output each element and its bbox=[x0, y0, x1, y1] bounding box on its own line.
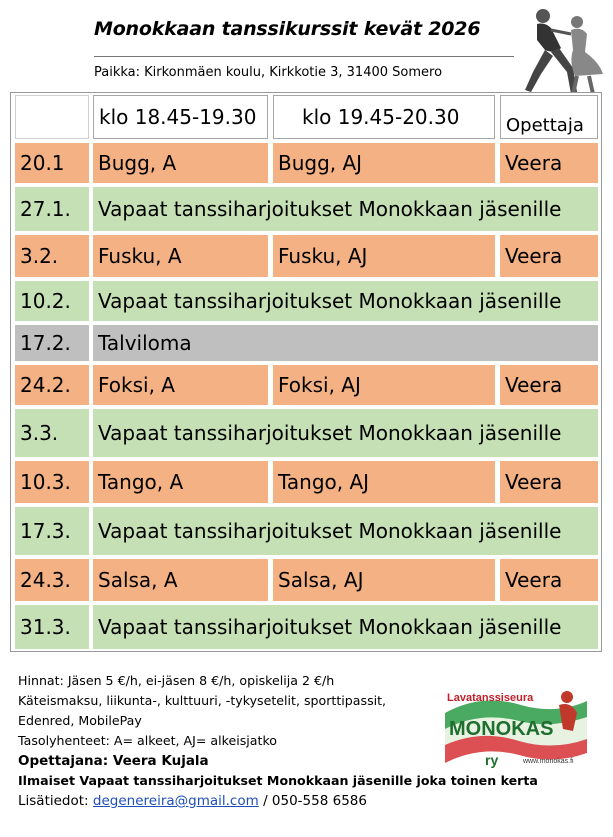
row-date: 24.2. bbox=[15, 365, 89, 405]
row-teacher: Veera bbox=[500, 235, 598, 277]
row-date: 10.2. bbox=[15, 281, 89, 321]
row-date: 24.3. bbox=[15, 559, 89, 601]
row-course-aj: Foksi, AJ bbox=[273, 365, 495, 405]
header-date-cell bbox=[15, 95, 89, 139]
row-teacher: Veera bbox=[500, 461, 598, 503]
row-course-aj: Salsa, AJ bbox=[273, 559, 495, 601]
row-date: 10.3. bbox=[15, 461, 89, 503]
row-course-a: Fusku, A bbox=[93, 235, 268, 277]
phone-number: / 050-558 6586 bbox=[263, 793, 367, 809]
row-course-a: Bugg, A bbox=[93, 143, 268, 183]
header-col-aj: klo 19.45-20.30 bbox=[273, 95, 495, 139]
logo-name: MONOKAS bbox=[449, 718, 554, 740]
free-practice-note: Ilmaiset Vapaat tanssiharjoitukset Monokkaan jäsenille joka toinen kerta bbox=[18, 773, 538, 788]
email-link[interactable]: degenereira@gmail.com bbox=[92, 793, 259, 809]
table-row bbox=[11, 603, 601, 651]
row-note: Vapaat tanssiharjoitukset Monokkaan jäsenille bbox=[93, 187, 598, 231]
row-teacher: Veera bbox=[500, 559, 598, 601]
row-note: Vapaat tanssiharjoitukset Monokkaan jäsenille bbox=[93, 605, 598, 649]
level-abbreviations: Tasolyhenteet: A= alkeet, AJ= alkeisjatko bbox=[18, 733, 278, 748]
row-date: 3.3. bbox=[15, 409, 89, 457]
row-date: 20.1 bbox=[15, 143, 89, 183]
row-date: 31.3. bbox=[15, 605, 89, 649]
header-col-a: klo 18.45-19.30 bbox=[93, 95, 268, 139]
payment-methods-line-1: Käteismaksu, liikunta-, kulttuuri, -tykysetelit, sporttipassit, bbox=[18, 693, 387, 708]
table-row bbox=[11, 459, 601, 505]
row-course-a: Foksi, A bbox=[93, 365, 268, 405]
table-row bbox=[11, 505, 601, 557]
table-header-row bbox=[11, 93, 601, 141]
row-date: 3.2. bbox=[15, 235, 89, 277]
row-course-aj: Fusku, AJ bbox=[273, 235, 495, 277]
logo-suffix: ry bbox=[485, 752, 499, 768]
contact-line bbox=[18, 791, 538, 811]
row-note: Vapaat tanssiharjoitukset Monokkaan jäsenille bbox=[93, 507, 598, 555]
row-course-aj: Bugg, AJ bbox=[273, 143, 495, 183]
row-course-a: Tango, A bbox=[93, 461, 268, 503]
table-row bbox=[11, 407, 601, 459]
table-row bbox=[11, 323, 601, 363]
logo-top-text: Lavatanssiseura bbox=[447, 692, 534, 704]
table-row bbox=[11, 557, 601, 603]
location-text: Paikka: Kirkonmäen koulu, Kirkkotie 3, 31400 Somero bbox=[94, 65, 443, 80]
prices-text: Hinnat: Jäsen 5 €/h, ei-jäsen 8 €/h, opiskelija 2 €/h bbox=[18, 673, 335, 688]
row-note: Vapaat tanssiharjoitukset Monokkaan jäsenille bbox=[93, 281, 598, 321]
row-date: 17.2. bbox=[15, 325, 89, 361]
row-note: Talviloma bbox=[93, 325, 598, 361]
row-date: 17.3. bbox=[15, 507, 89, 555]
row-note: Vapaat tanssiharjoitukset Monokkaan jäsenille bbox=[93, 409, 598, 457]
table-row bbox=[11, 233, 601, 279]
table-row bbox=[11, 279, 601, 323]
table-row bbox=[11, 363, 601, 407]
teacher-name: Opettajana: Veera Kujala bbox=[18, 753, 209, 769]
row-date: 27.1. bbox=[15, 187, 89, 231]
page-title: Monokkaan tanssikurssit kevät 2026 bbox=[94, 18, 481, 40]
row-course-a: Salsa, A bbox=[93, 559, 268, 601]
dancing-couple-illustration bbox=[515, 2, 607, 98]
table-row bbox=[11, 185, 601, 233]
logo-url: www.monokas.fi bbox=[523, 758, 574, 765]
table-row bbox=[11, 141, 601, 185]
title-divider bbox=[94, 56, 514, 57]
row-course-aj: Tango, AJ bbox=[273, 461, 495, 503]
contact-label: Lisätiedot: bbox=[18, 793, 89, 809]
row-teacher: Veera bbox=[500, 365, 598, 405]
row-teacher: Veera bbox=[500, 143, 598, 183]
schedule-table bbox=[10, 92, 602, 652]
monokas-logo bbox=[441, 683, 591, 773]
header-col-teacher: Opettaja bbox=[500, 95, 598, 139]
payment-methods-line-2: Edenred, MobilePay bbox=[18, 713, 142, 728]
